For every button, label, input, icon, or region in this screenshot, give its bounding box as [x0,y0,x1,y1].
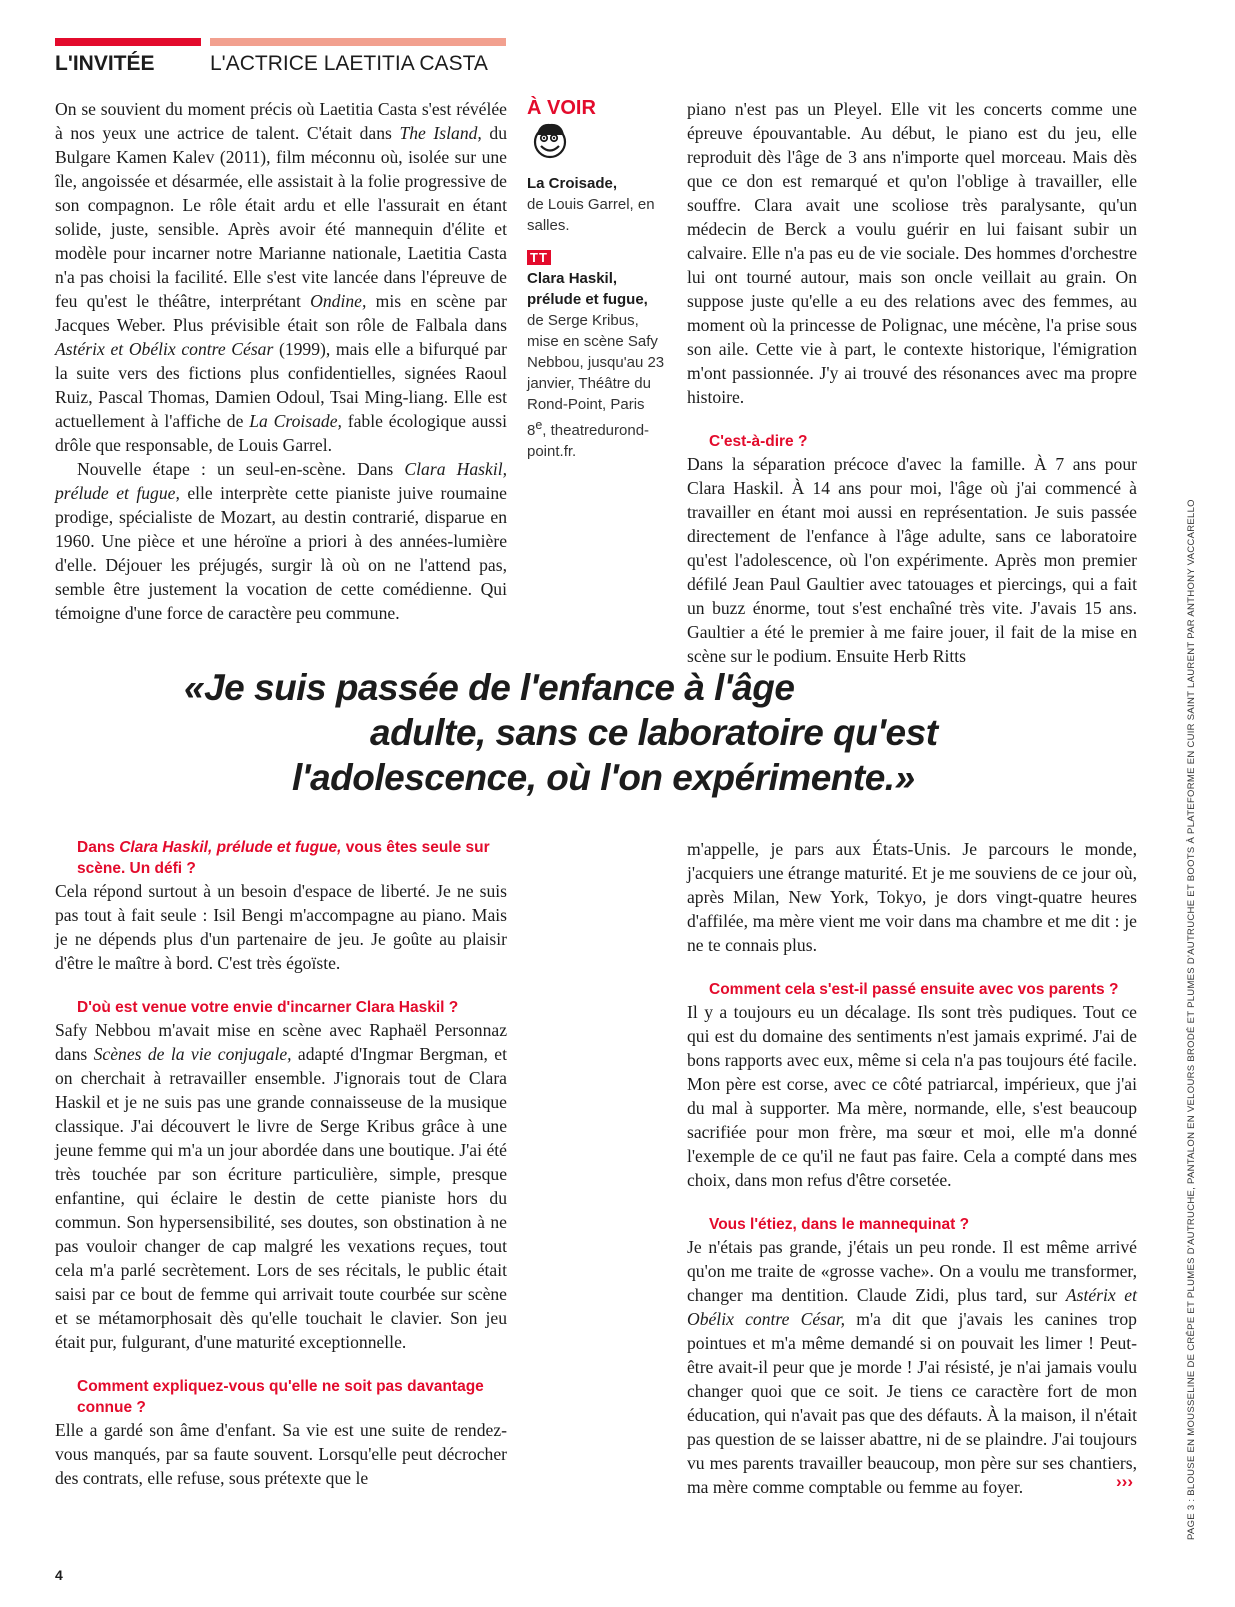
tt-badge: TT [527,250,551,265]
article-column-4 [55,837,507,1490]
interview-question: Dans Clara Haskil, prélude et fugue, vous êtes seule sur scène. Un défi ? [77,839,490,877]
interview-answer: Dans la séparation précoce d'avec la famille. À 7 ans pour Clara Haskil. À 14 ans pour moi, l'âge où j'ai commencé à travailler en étant moi aussi en représentation. Je suis passée directement de l'enfance à l'âge adulte, sans ce laboratoire qu'est l'adolescence, où l'on expérimente. Après mon premier défilé Jean Paul Gaultier avec tatouages et piercings, qui a fait un buzz énorme, tout s'est enchaîné très vite. J'avais 15 ans. Gaultier a été le premier à me faire jouer, il fait de la mise en scène sur le podium. Ensuite Herb Ritts [687,454,1137,666]
sidebar-item-title: Clara Haskil, prélude et fugue, [527,270,648,308]
intro-column [55,97,507,625]
article-column-5 [687,837,1137,1499]
interview-question: C'est-à-dire ? [709,433,808,450]
interview-answer: Je n'étais pas grande, j'étais un peu ronde. Il est même arrivé qu'on me traite de «grosse vache». On a voulu me transformer, changer ma dentition. Claude Zidi, plus tard, sur Astérix et Obélix contre César, m'a dit que j'avais les canines trop pointues et m'a même demandé si on pouvait les limer ! Peut-être avait-il peur que je morde ! J'ai résisté, je n'ai jamais voulu changer quoi que ce soit. Je tiens ce caractère fort de mon éducation, qui n'avait pas que des défauts. À la maison, il n'était pas question de se laisser abattre, ni de se plaindre. J'ai toujours vu mes parents travailler beaucoup, mon père sur ses chantiers, ma mère comme comptable ou femme au foyer. [687,1237,1137,1497]
section-rule-salmon [210,38,506,46]
smiley-face-icon [529,121,667,167]
interview-question: Comment cela s'est-il passé ensuite avec vos parents ? [709,981,1119,998]
sidebar-item-detail: de Louis Garrel, en salles. [527,196,655,234]
sidebar-item-title: La Croisade, [527,175,618,192]
sidebar-a-voir [527,97,667,462]
pull-quote-line-3: l'adolescence, où l'on expérimente.» [292,757,915,798]
interview-answer: Safy Nebbou m'avait mise en scène avec Raphaël Personnaz dans Scènes de la vie conjugale, adapté d'Ingmar Bergman, et on cherchait à retravailler ensemble. J'ignorais tout de Clara Haskil et je ne suis pas une grande connaisseuse de la musique classique. J'ai découvert le livre de Serge Kribus grâce à une jeune femme qui m'a un jour abordée dans une boutique. J'ai été très touchée par son écriture particulière, simple, presque enfantine, qui éclaire le destin de cette pianiste hors du commun. Son hypersensibilité, ses doutes, son obstination à ne pas vouloir changer de cap malgré les vexations reçues, tout cela m'a parlé secrètement. Lors de ses récitals, le public était saisi par ce bout de femme qui arrivait toute courbée sur scène et se métamorphosait dès qu'elle touchait le clavier. Son jeu était pur, fulgurant, d'une maturité exceptionnelle. [55,1020,507,1352]
body-paragraph: piano n'est pas un Pleyel. Elle vit les concerts comme une épreuve épouvantable. Au début, le piano est du jeu, elle reproduit dès l'âge de 3 ans n'importe quel morceau. Mais dès que ce don est remarqué et qu'on l'oblige à travailler, elle souffre. Clara avait une scoliose très paralysante, qu'un médecin de Berck a voulu guérir en lui faisant subir un calvaire. Elle n'a pas eu de vie sociale. Des hommes d'orchestre lui ont tourné autour, mais son oncle veillait au grain. On suppose juste qu'elle a eu des relations avec des femmes, au moment où la princesse de Polignac, une mécène, l'a prise sous son aile. Cette vie à part, le contexte historique, l'émigration m'ont passionnée. J'y ai trouvé des résonances avec ma propre histoire. [687,99,1137,407]
interview-answer: Il y a toujours eu un décalage. Ils sont très pudiques. Tout ce qui est du domaine des sentiments n'est jamais exprimé. J'ai de bons rapports avec eux, même si cela n'a pas toujours été facile. Mon père est corse, avec ce côté patriarcal, impérieux, que j'ai du mal à supporter. Ma mère, normande, elle, s'est beaucoup sacrifiée pour mon frère, ma sœur et moi, elle m'a donné l'exemple de ce qu'il ne faut pas faire. Cela a compté dans mes choix, dans mon refus d'être corsetée. [687,1002,1137,1190]
interview-question: Vous l'étiez, dans le mannequinat ? [709,1216,970,1233]
section-subtitle: L'ACTRICE LAETITIA CASTA [210,52,488,75]
interview-answer: Cela répond surtout à un besoin d'espace de liberté. Je ne suis pas tout à fait seule : Isil Bengi m'accompagne au piano. Mais je ne dépends plus d'un partenaire de jeu. Je goûte au plaisir d'être le maître à bord. C'est très égoïste. [55,881,507,973]
interview-question: D'où est venue votre envie d'incarner Clara Haskil ? [77,999,459,1016]
continued-arrow-icon: ››› [1116,1472,1133,1491]
pull-quote-line-2: adulte, sans ce laboratoire qu'est [370,712,938,753]
sidebar-item-detail: de Serge Kribus, mise en scène Safy Nebbou, jusqu'au 23 janvier, Théâtre du Rond-Point, Paris 8e, theatredurond-point.fr. [527,312,665,460]
section-label: L'INVITÉE [55,52,155,75]
interview-answer: Elle a gardé son âme d'enfant. Sa vie est une suite de rendez-vous manqués, par sa faute souvent. Lorsqu'elle peut décrocher des contrats, elle refuse, sous prétexte que le [55,1420,507,1488]
intro-paragraph-2: Nouvelle étape : un seul-en-scène. Dans Clara Haskil, prélude et fugue, elle interprète cette pianiste juive roumaine prodige, spécialiste de Mozart, au destin contrarié, disparue en 1960. Une pièce et une héroïne a priori à des années-lumière d'elle. Déjouer les préjugés, surgir là où on ne l'attend pas, semble être justement la vocation de cette comédienne. Qui témoigne d'une force de caractère peu commune. [55,459,507,623]
sidebar-heading: À VOIR [527,97,596,119]
interview-question: Comment expliquez-vous qu'elle ne soit pas davantage connue ? [77,1378,484,1416]
photo-credit: PAGE 3 : BLOUSE EN MOUSSELINE DE CRÊPE ET PLUMES D'AUTRUCHE, PANTALON EN VELOURS BRODÉ ET PLUMES D'AUTRUCHE ET BOOTS À PLATEFORME EN CUIR SAINT LAURENT PAR ANTHONY VACCARELLO [1186,499,1197,1540]
page-number: 4 [55,1567,63,1583]
article-column-3 [687,97,1137,668]
section-rule-red [55,38,201,46]
intro-paragraph-1: On se souvient du moment précis où Laetitia Casta s'est révélée à nos yeux une actrice de talent. C'était dans The Island, du Bulgare Kamen Kalev (2011), film méconnu où, isolée sur une île, angoissée et désarmée, elle assistait à la folie progressive de son compagnon. Le rôle était ardu et elle l'assurait en étant solide, juste, sensible. Après avoir été mannequin d'élite et modèle pour incarner notre Marianne nationale, Laetitia Casta n'a pas choisi la facilité. Elle s'est vite lancée dans l'épreuve de feu qu'est le théâtre, interprétant Ondine, mis en scène par Jacques Weber. Plus prévisible était son rôle de Falbala dans Astérix et Obélix contre César (1999), mais elle a bifurqué par la suite vers des fictions plus confidentielles, signées Raoul Ruiz, Pascal Thomas, Damien Odoul, Tsai Ming-liang. Elle est actuellement à l'affiche de La Croisade, fable écologique aussi drôle que responsable, de Louis Garrel. [55,99,507,455]
interview-answer: m'appelle, je pars aux États-Unis. Je parcours le monde, j'acquiers une étrange maturité. Et je me souviens de ce jour où, après Milan, New York, Tokyo, je dors vingt-quatre heures d'affilée, ma mère vient me voir dans ma chambre et me dit : je ne te connais plus. [687,839,1137,955]
pull-quote-line-1: «Je suis passée de l'enfance à l'âge [184,667,795,708]
